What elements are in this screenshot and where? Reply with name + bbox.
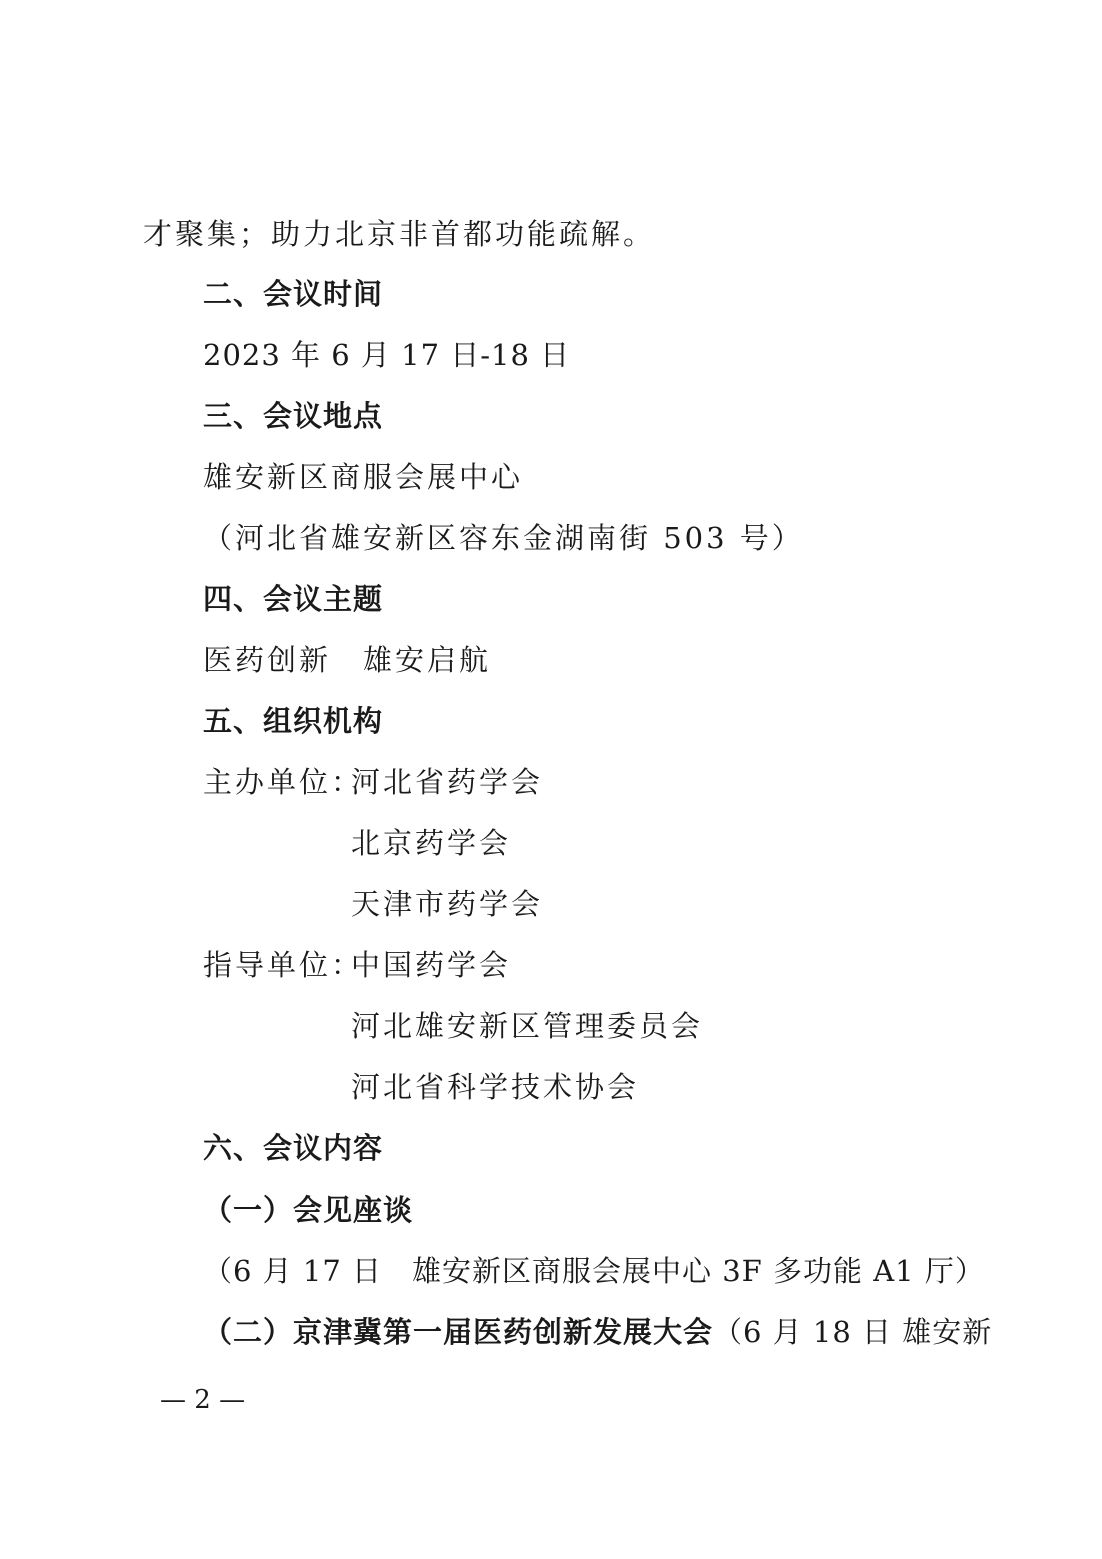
guidance-label: 指导单位：: [203, 948, 364, 982]
subsection-heading-meeting: （一）会见座谈: [203, 1193, 414, 1227]
subsection-heading-conference: （二）京津冀第一届医药创新发展大会: [203, 1315, 714, 1349]
venue-address: （河北省雄安新区容东金湖南街 503 号）: [203, 521, 804, 555]
guidance-organization: 河北雄安新区管理委员会: [351, 1009, 704, 1043]
venue-name: 雄安新区商服会展中心: [203, 460, 524, 494]
page-number: — 2 —: [160, 1385, 246, 1415]
meeting-date: 2023 年 6 月 17 日-18 日: [203, 338, 571, 372]
host-label: 主办单位：: [203, 765, 364, 799]
host-organization: 北京药学会: [351, 826, 512, 860]
subsection-detail-inline: （6 月 18 日 雄安新: [713, 1315, 993, 1349]
subsection-detail: （6 月 17 日 雄安新区商服会展中心 3F 多功能 A1 厅）: [203, 1254, 985, 1288]
section-heading-organization: 五、组织机构: [203, 704, 384, 738]
section-heading-venue: 三、会议地点: [203, 399, 384, 433]
guidance-organization: 河北省科学技术协会: [351, 1070, 640, 1104]
section-heading-theme: 四、会议主题: [203, 582, 384, 616]
host-organization: 天津市药学会: [351, 887, 544, 921]
section-heading-content: 六、会议内容: [203, 1131, 384, 1165]
meeting-theme: 医药创新 雄安启航: [203, 643, 492, 677]
subsection-line: [203, 1312, 992, 1352]
host-organization: 河北省药学会: [351, 765, 544, 799]
guidance-organization: 中国药学会: [351, 948, 512, 982]
section-heading-time: 二、会议时间: [203, 277, 384, 311]
body-text-line: 才聚集；助力北京非首都功能疏解。: [143, 217, 656, 251]
